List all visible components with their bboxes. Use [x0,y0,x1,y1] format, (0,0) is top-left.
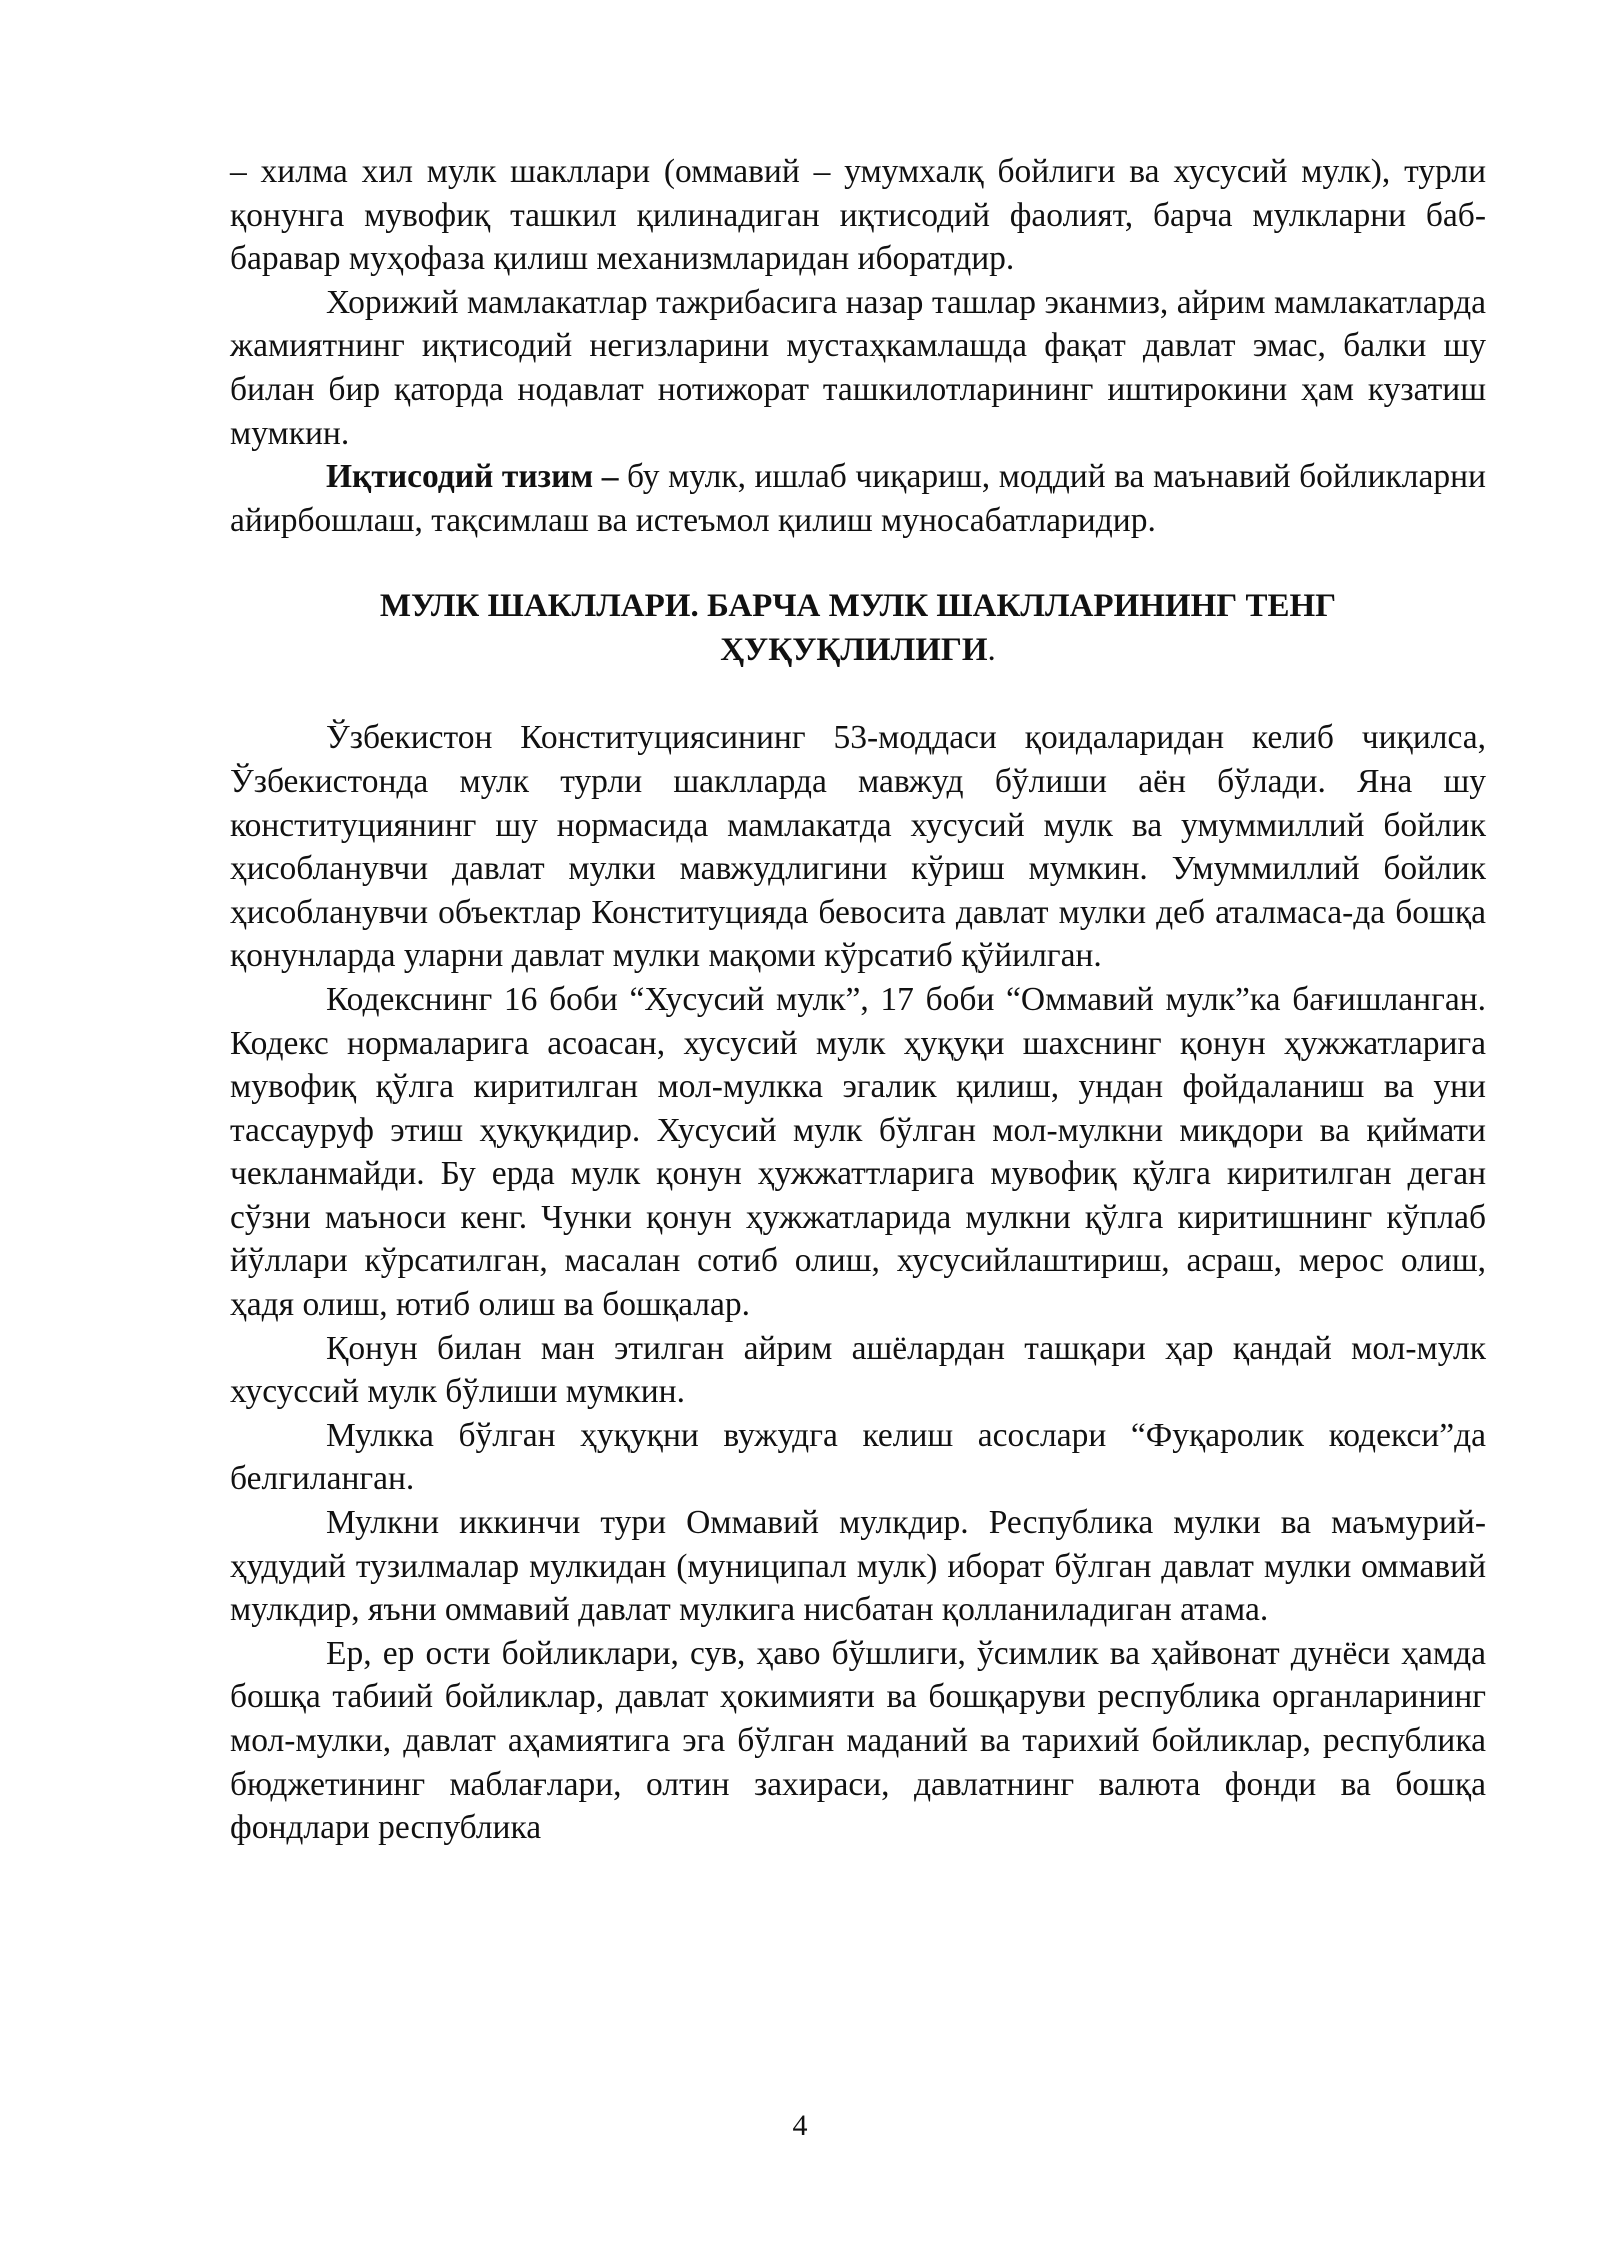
paragraph-body-4: Мулкка бўлган ҳуқуқни вужудга келиш асослари “Фуқаролик кодекси”да белгиланган. [230,1416,1486,1498]
page-number: 4 [792,2109,808,2142]
section-heading-line-2 [230,628,1486,672]
section-heading-line-1: МУЛК ШАКЛЛАРИ. БАРЧА МУЛК ШАКЛЛАРИНИНГ ТЕНГ [379,588,1337,625]
section-heading-trailing: . [987,632,996,669]
section-heading-line-2-text: ҲУҚУҚЛИЛИГИ [720,632,988,669]
paragraph-body-3: Қонун билан ман этилган айрим ашёлардан ташқари ҳар қандай мол-мулк хусуссий мулк бўлиши мумкин. [230,1329,1486,1411]
paragraph-body-5: Мулкни иккинчи тури Оммавий мулкдир. Республика мулки ва маъмурий-ҳудудий тузилмалар мулкидан (муниципал мулк) иборат бўлган давлат мулки оммавий мулкдир, яъни оммавий давлат мулкига нисбатан қолланиладиган атама. [230,1504,1486,1629]
definition-text: бу мулк, ишлаб чиқариш, моддий ва маънавий бойликларни айирбошлаш, тақсимлаш ва истеъмол қилиш муносабатларидир. [230,458,1486,539]
paragraph-intro-2: Хорижий мамлакатлар тажрибасига назар ташлар эканмиз, айрим мамлакатларда жамиятнинг иқтисодий негизларини мустаҳкамлашда фақат давлат эмас, балки шу билан бир қаторда нодавлат нотижорат ташкилотларининг иштирокини ҳам кузатиш мумкин. [230,283,1486,452]
page-content [230,150,1486,1850]
paragraph-body-2: Кодекснинг 16 боби “Хусусий мулк”, 17 боби “Оммавий мулк”ка бағишланган. Кодекс нормаларига асоасан, хусусий мулк ҳуқуқи шахснинг қонун ҳужжатларига мувофиқ қўлга киритилган мол-мулкка эгалик қилиш, ундан фойдаланиш ва уни тассауруф этиш ҳуқуқидир. Хусусий мулк бўлган мол-мулкни миқдори ва қиймати чекланмайди. Бу ерда мулк қонун ҳужжаттларига мувофиқ қўлга киритилган деган сўзни маъноси кенг. Чунки қонун ҳужжатларида мулкни қўлга киритишнинг кўплаб йўллари кўрсатилган, масалан сотиб олиш, хусусийлаштириш, асраш, мерос олиш, ҳадя олиш, ютиб олиш ва бошқалар. [230,980,1486,1324]
paragraph-definition [230,455,1486,542]
paragraph-body-1: Ўзбекистон Конституциясининг 53-моддаси қоидаларидан келиб чиқилса, Ўзбекистонда мулк турли шаклларда мавжуд бўлиши аён бўлади. Яна шу конституциянинг шу нормасида мамлакатда хусусий мулк ва умуммиллий бойлик ҳисобланувчи давлат мулки мавжудлигини кўриш мумкин. Умуммиллий бойлик ҳисобланувчи объектлар Конституцияда бевосита давлат мулки деб аталмаса-да бошқа қонунларда уларни давлат мулки мақоми кўрсатиб қўйилган. [230,719,1486,975]
definition-term: Иқтисодий тизим – [326,458,619,496]
section-heading [230,584,1486,672]
paragraph-body-6: Ер, ер ости бойликлари, сув, ҳаво бўшлиги, ўсимлик ва ҳайвонат дунёси ҳамда бошқа табиий бойликлар, давлат ҳокимияти ва бошқаруви республика органларининг мол-мулки, давлат аҳамиятига эга бўлган маданий ва тарихий бойликлар, республика бюджетининг маблағлари, олтин захираси, давлатнинг валюта фонди ва бошқа фондлари республика [230,1634,1486,1847]
paragraph-intro-1: – хилма хил мулк шакллари (оммавий – умумхалқ бойлиги ва хусусий мулк), турли қонунга мувофиқ ташкил қилинадиган иқтисодий фаолият, барча мулкларни баб-баравар муҳофаза қилиш механизмларидан иборатдир. [230,153,1486,278]
